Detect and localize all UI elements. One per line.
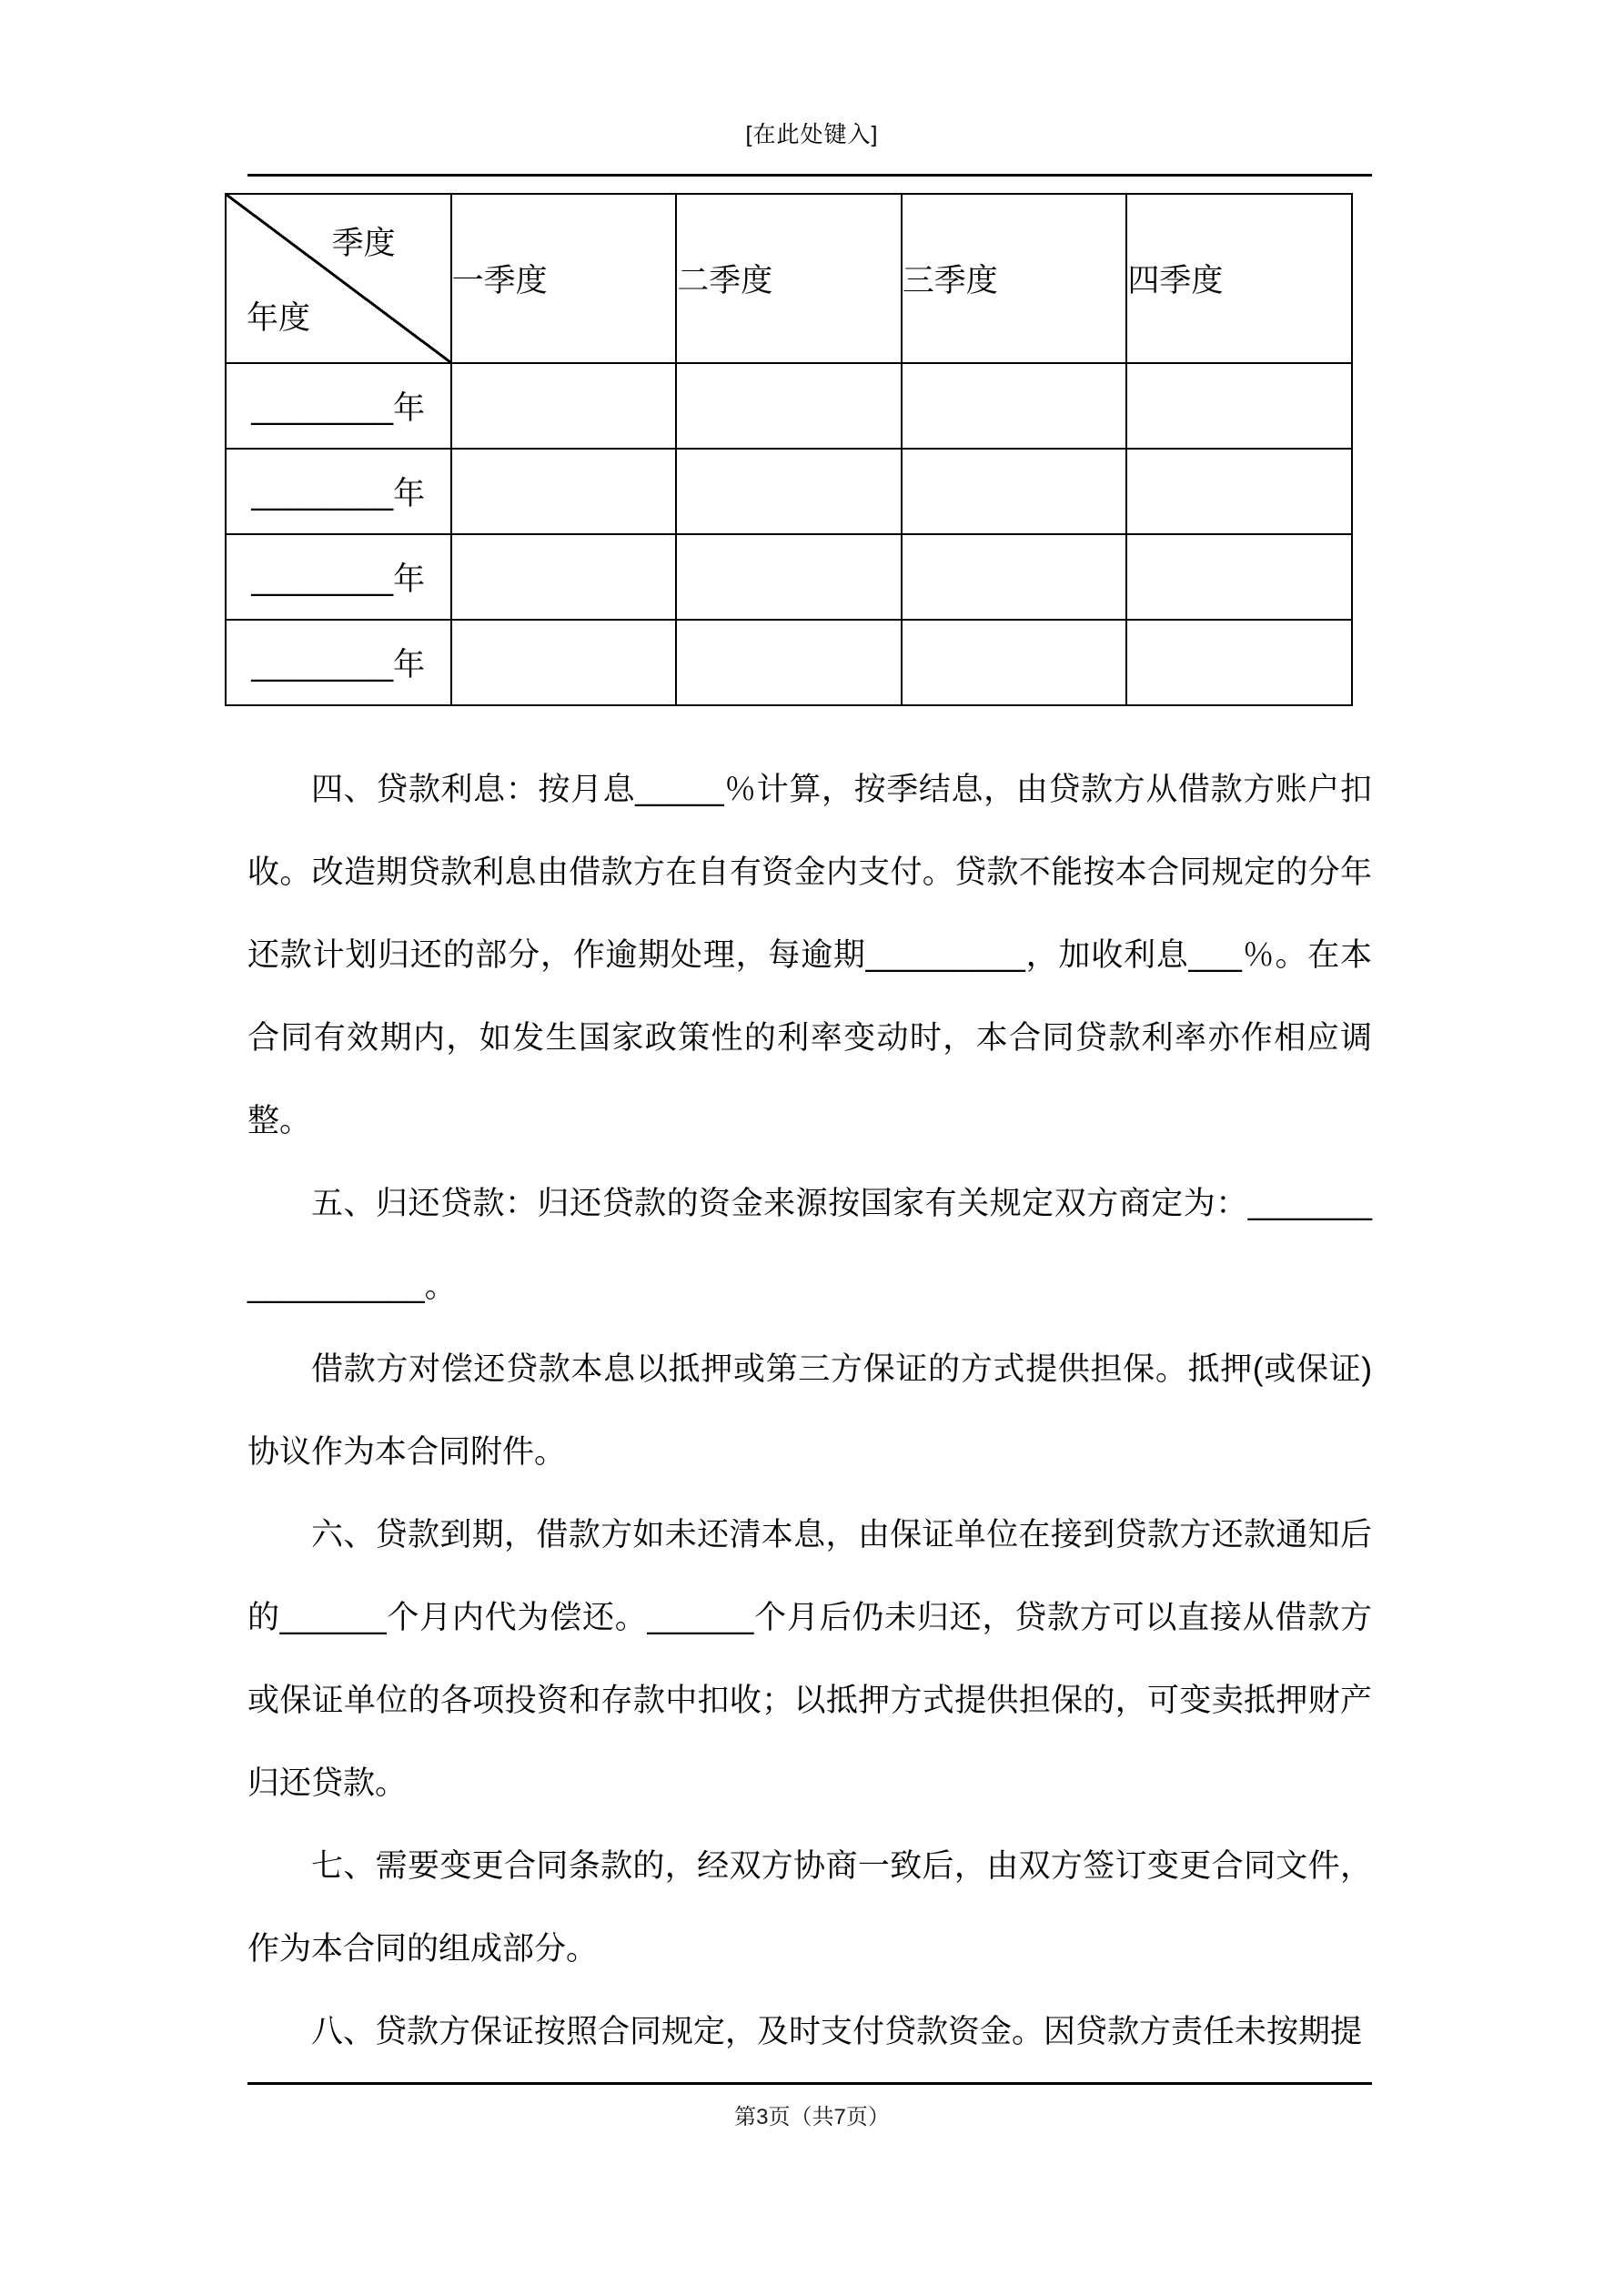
page-content — [247, 193, 1372, 2073]
empty-cell — [451, 449, 677, 534]
column-header-q2: 二季度 — [676, 194, 902, 363]
empty-cell — [451, 363, 677, 449]
empty-cell — [1126, 620, 1352, 705]
clause-5-guarantee-note: 借款方对偿还贷款本息以抵押或第三方保证的方式提供担保。抵押(或保证)协议作为本合同附件。 — [247, 1351, 1372, 1470]
clause-5-repayment-source: 五、归还贷款：归还贷款的资金来源按国家有关规定双方商定为：_________________。 — [247, 1186, 1372, 1304]
clause-8-lender-obligation: 八、贷款方保证按照合同规定，及时支付贷款资金。因贷款方责任未按期提 — [311, 2014, 1363, 2049]
year-axis-label: 年度 — [247, 300, 311, 336]
year-row-label: ________年 — [226, 363, 451, 449]
quarterly-repayment-table — [225, 193, 1353, 706]
empty-cell — [676, 620, 902, 705]
column-header-q4: 四季度 — [1126, 194, 1352, 363]
empty-cell — [902, 363, 1127, 449]
year-row-label: ________年 — [226, 534, 451, 620]
year-row-label: ________年 — [226, 449, 451, 534]
diagonal-header-cell — [226, 194, 451, 363]
empty-cell — [676, 534, 902, 620]
year-row-label: ________年 — [226, 620, 451, 705]
column-header-q1: 一季度 — [451, 194, 677, 363]
empty-cell — [902, 534, 1127, 620]
footer-rule — [247, 2082, 1372, 2085]
clause-7-contract-amendment: 七、需要变更合同条款的，经双方协商一致后，由双方签订变更合同文件，作为本合同的组成部分。 — [247, 1848, 1372, 1967]
empty-cell — [1126, 363, 1352, 449]
empty-cell — [676, 449, 902, 534]
column-header-q3: 三季度 — [902, 194, 1127, 363]
empty-cell — [676, 363, 902, 449]
page-header-text: [在此处键入] — [745, 122, 879, 147]
empty-cell — [902, 449, 1127, 534]
table-row — [226, 449, 1352, 534]
table-row — [226, 363, 1352, 449]
empty-cell — [1126, 534, 1352, 620]
table-row — [226, 620, 1352, 705]
contract-body — [247, 748, 1372, 2073]
empty-cell — [1126, 449, 1352, 534]
empty-cell — [451, 534, 677, 620]
clause-4-loan-interest: 四、贷款利息：按月息_____％计算，按季结息，由贷款方从借款方账户扣收。改造期贷款利息由借款方在自有资金内支付。贷款不能按本合同规定的分年还款计划归还的部分，作逾期处理，每逾期_________，加收利息___％。在本合同有效期内，如发生国家政策性的利率变动时，本合同贷款利率亦作相应调整。 — [247, 772, 1372, 1138]
table-row — [226, 534, 1352, 620]
page-number: 第3页（共7页） — [734, 2105, 890, 2129]
empty-cell — [451, 620, 677, 705]
quarter-axis-label: 季度 — [331, 226, 396, 261]
header-rule — [247, 174, 1372, 177]
clause-6-overdue-handling: 六、贷款到期，借款方如未还清本息，由保证单位在接到贷款方还款通知后的______个月内代为偿还。______个月后仍未归还，贷款方可以直接从借款方或保证单位的各项投资和存款中扣收；以抵押方式提供担保的，可变卖抵押财产归还贷款。 — [247, 1517, 1372, 1801]
table-header-row — [226, 194, 1352, 363]
empty-cell — [902, 620, 1127, 705]
